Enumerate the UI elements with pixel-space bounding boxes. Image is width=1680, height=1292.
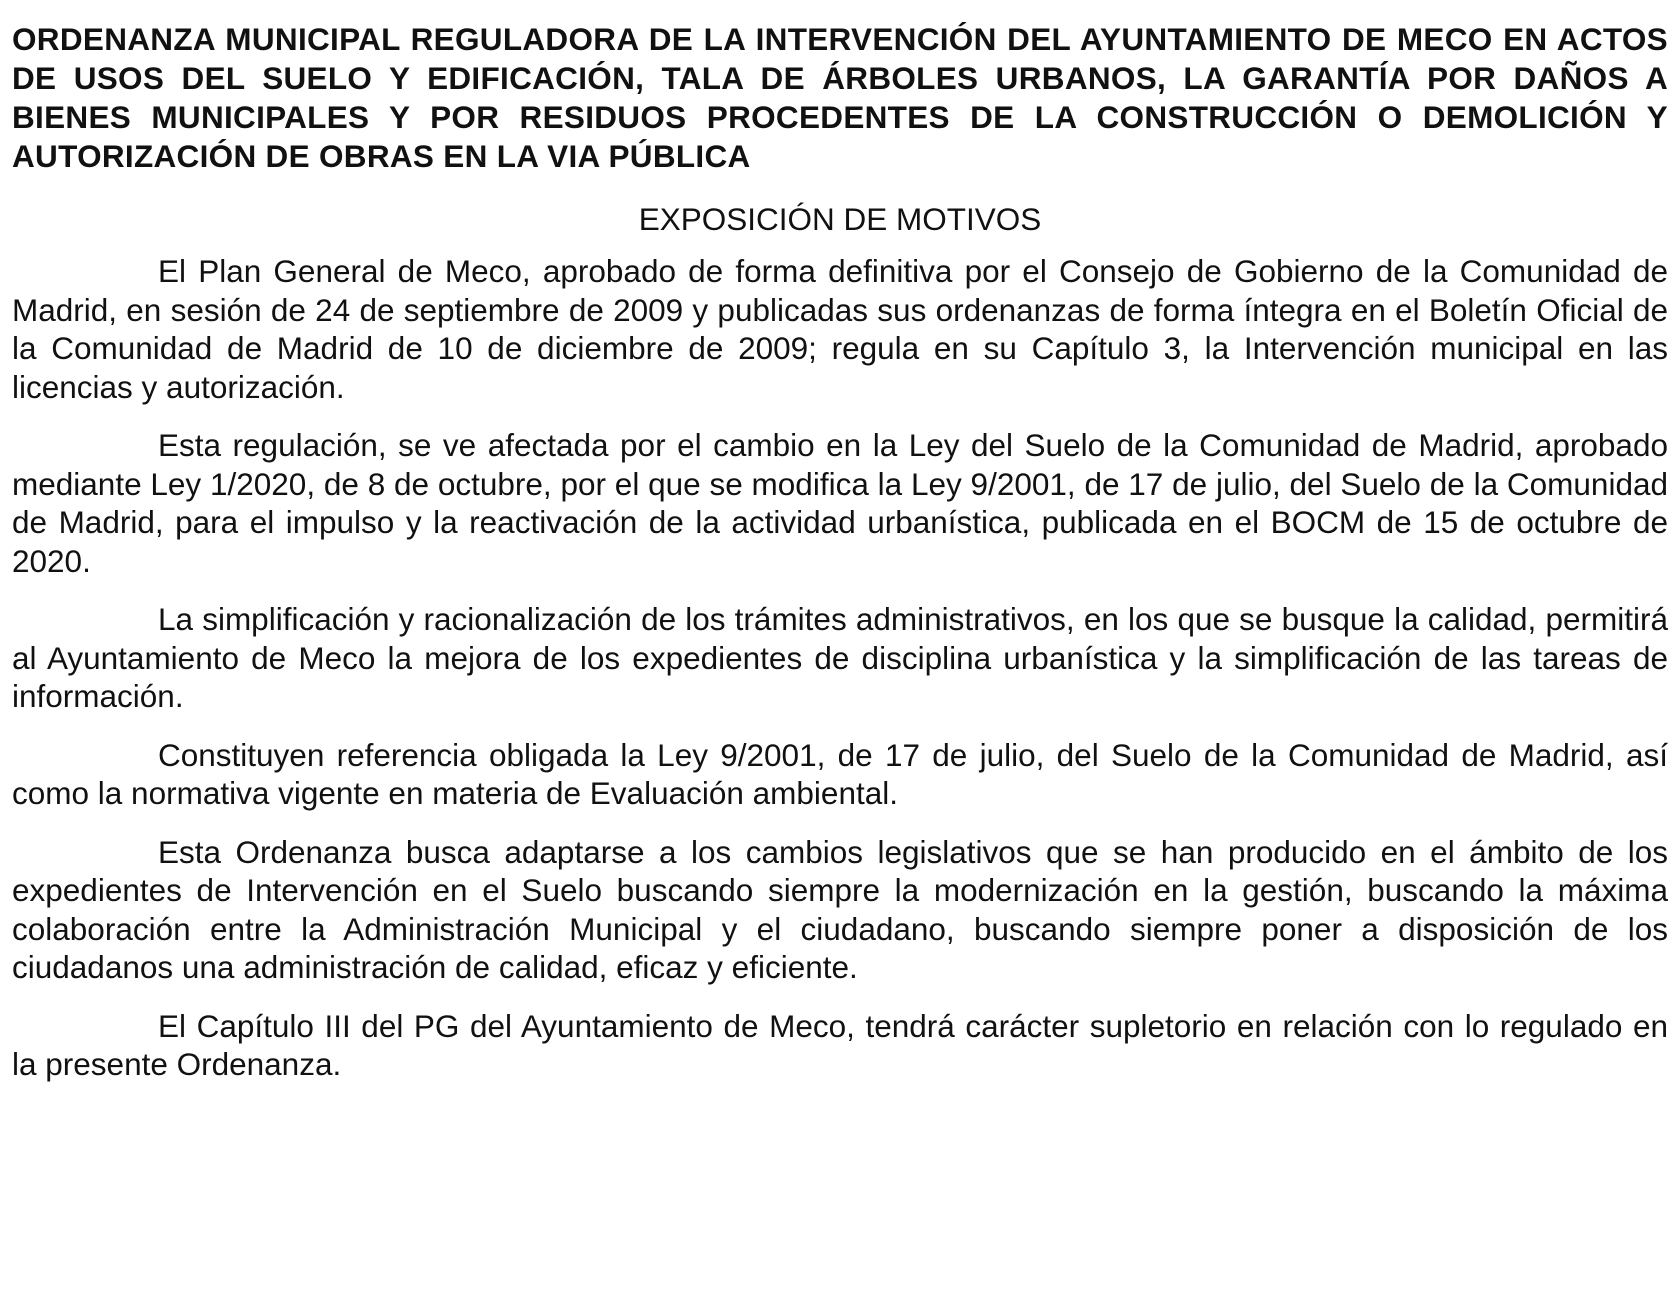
document-page — [12, 20, 1668, 1084]
document-title: ORDENANZA MUNICIPAL REGULADORA DE LA INTERVENCIÓN DEL AYUNTAMIENTO DE MECO EN ACTOS DE USOS DEL SUELO Y EDIFICACIÓN, TALA DE ÁRBOLES URBANOS, LA GARANTÍA POR DAÑOS A BIENES MUNICIPALES Y POR RESIDUOS PROCEDENTES DE LA CONSTRUCCIÓN O DEMOLICIÓN Y AUTORIZACIÓN DE OBRAS EN LA VIA PÚBLICA — [12, 21, 1668, 174]
paragraph-simplificacion: La simplificación y racionalización de los trámites administrativos, en los que se busque la calidad, permitirá al Ayuntamiento de Meco la mejora de los expedientes de disciplina urbanística y la simplificación de las tareas de información. — [12, 601, 1668, 714]
paragraph-ley-suelo: Esta regulación, se ve afectada por el cambio en la Ley del Suelo de la Comunidad de Madrid, aprobado mediante Ley 1/2020, de 8 de octubre, por el que se modifica la Ley 9/2001, de 17 de julio, del Suelo de la Comunidad de Madrid, para el impulso y la reactivación de la actividad urbanística, publicada en el BOCM de 15 de octubre de 2020. — [12, 427, 1668, 579]
paragraph-adaptacion: Esta Ordenanza busca adaptarse a los cambios legislativos que se han producido en el ámbito de los expedientes de Intervención en el Suelo buscando siempre la modernización en la gestión, buscando la máxima colaboración entre la Administración Municipal y el ciudadano, buscando siempre poner a disposición de los ciudadanos una administración de calidad, eficaz y eficiente. — [12, 833, 1668, 985]
section-heading: EXPOSICIÓN DE MOTIVOS — [638, 201, 1042, 237]
paragraph-plan-general: El Plan General de Meco, aprobado de forma definitiva por el Consejo de Gobierno de la Comunidad de Madrid, en sesión de 24 de septiembre de 2009 y publicadas sus ordenanzas de forma íntegra en el Boletín Oficial de la Comunidad de Madrid de 10 de diciembre de 2009; regula en su Capítulo 3, la Intervención municipal en las licencias y autorización. — [12, 253, 1668, 405]
paragraph-capitulo-iii: El Capítulo III del PG del Ayuntamiento de Meco, tendrá carácter supletorio en relación con lo regulado en la presente Ordenanza. — [12, 1007, 1668, 1082]
paragraph-referencia: Constituyen referencia obligada la Ley 9/2001, de 17 de julio, del Suelo de la Comunidad de Madrid, así como la normativa vigente en materia de Evaluación ambiental. — [12, 736, 1668, 811]
